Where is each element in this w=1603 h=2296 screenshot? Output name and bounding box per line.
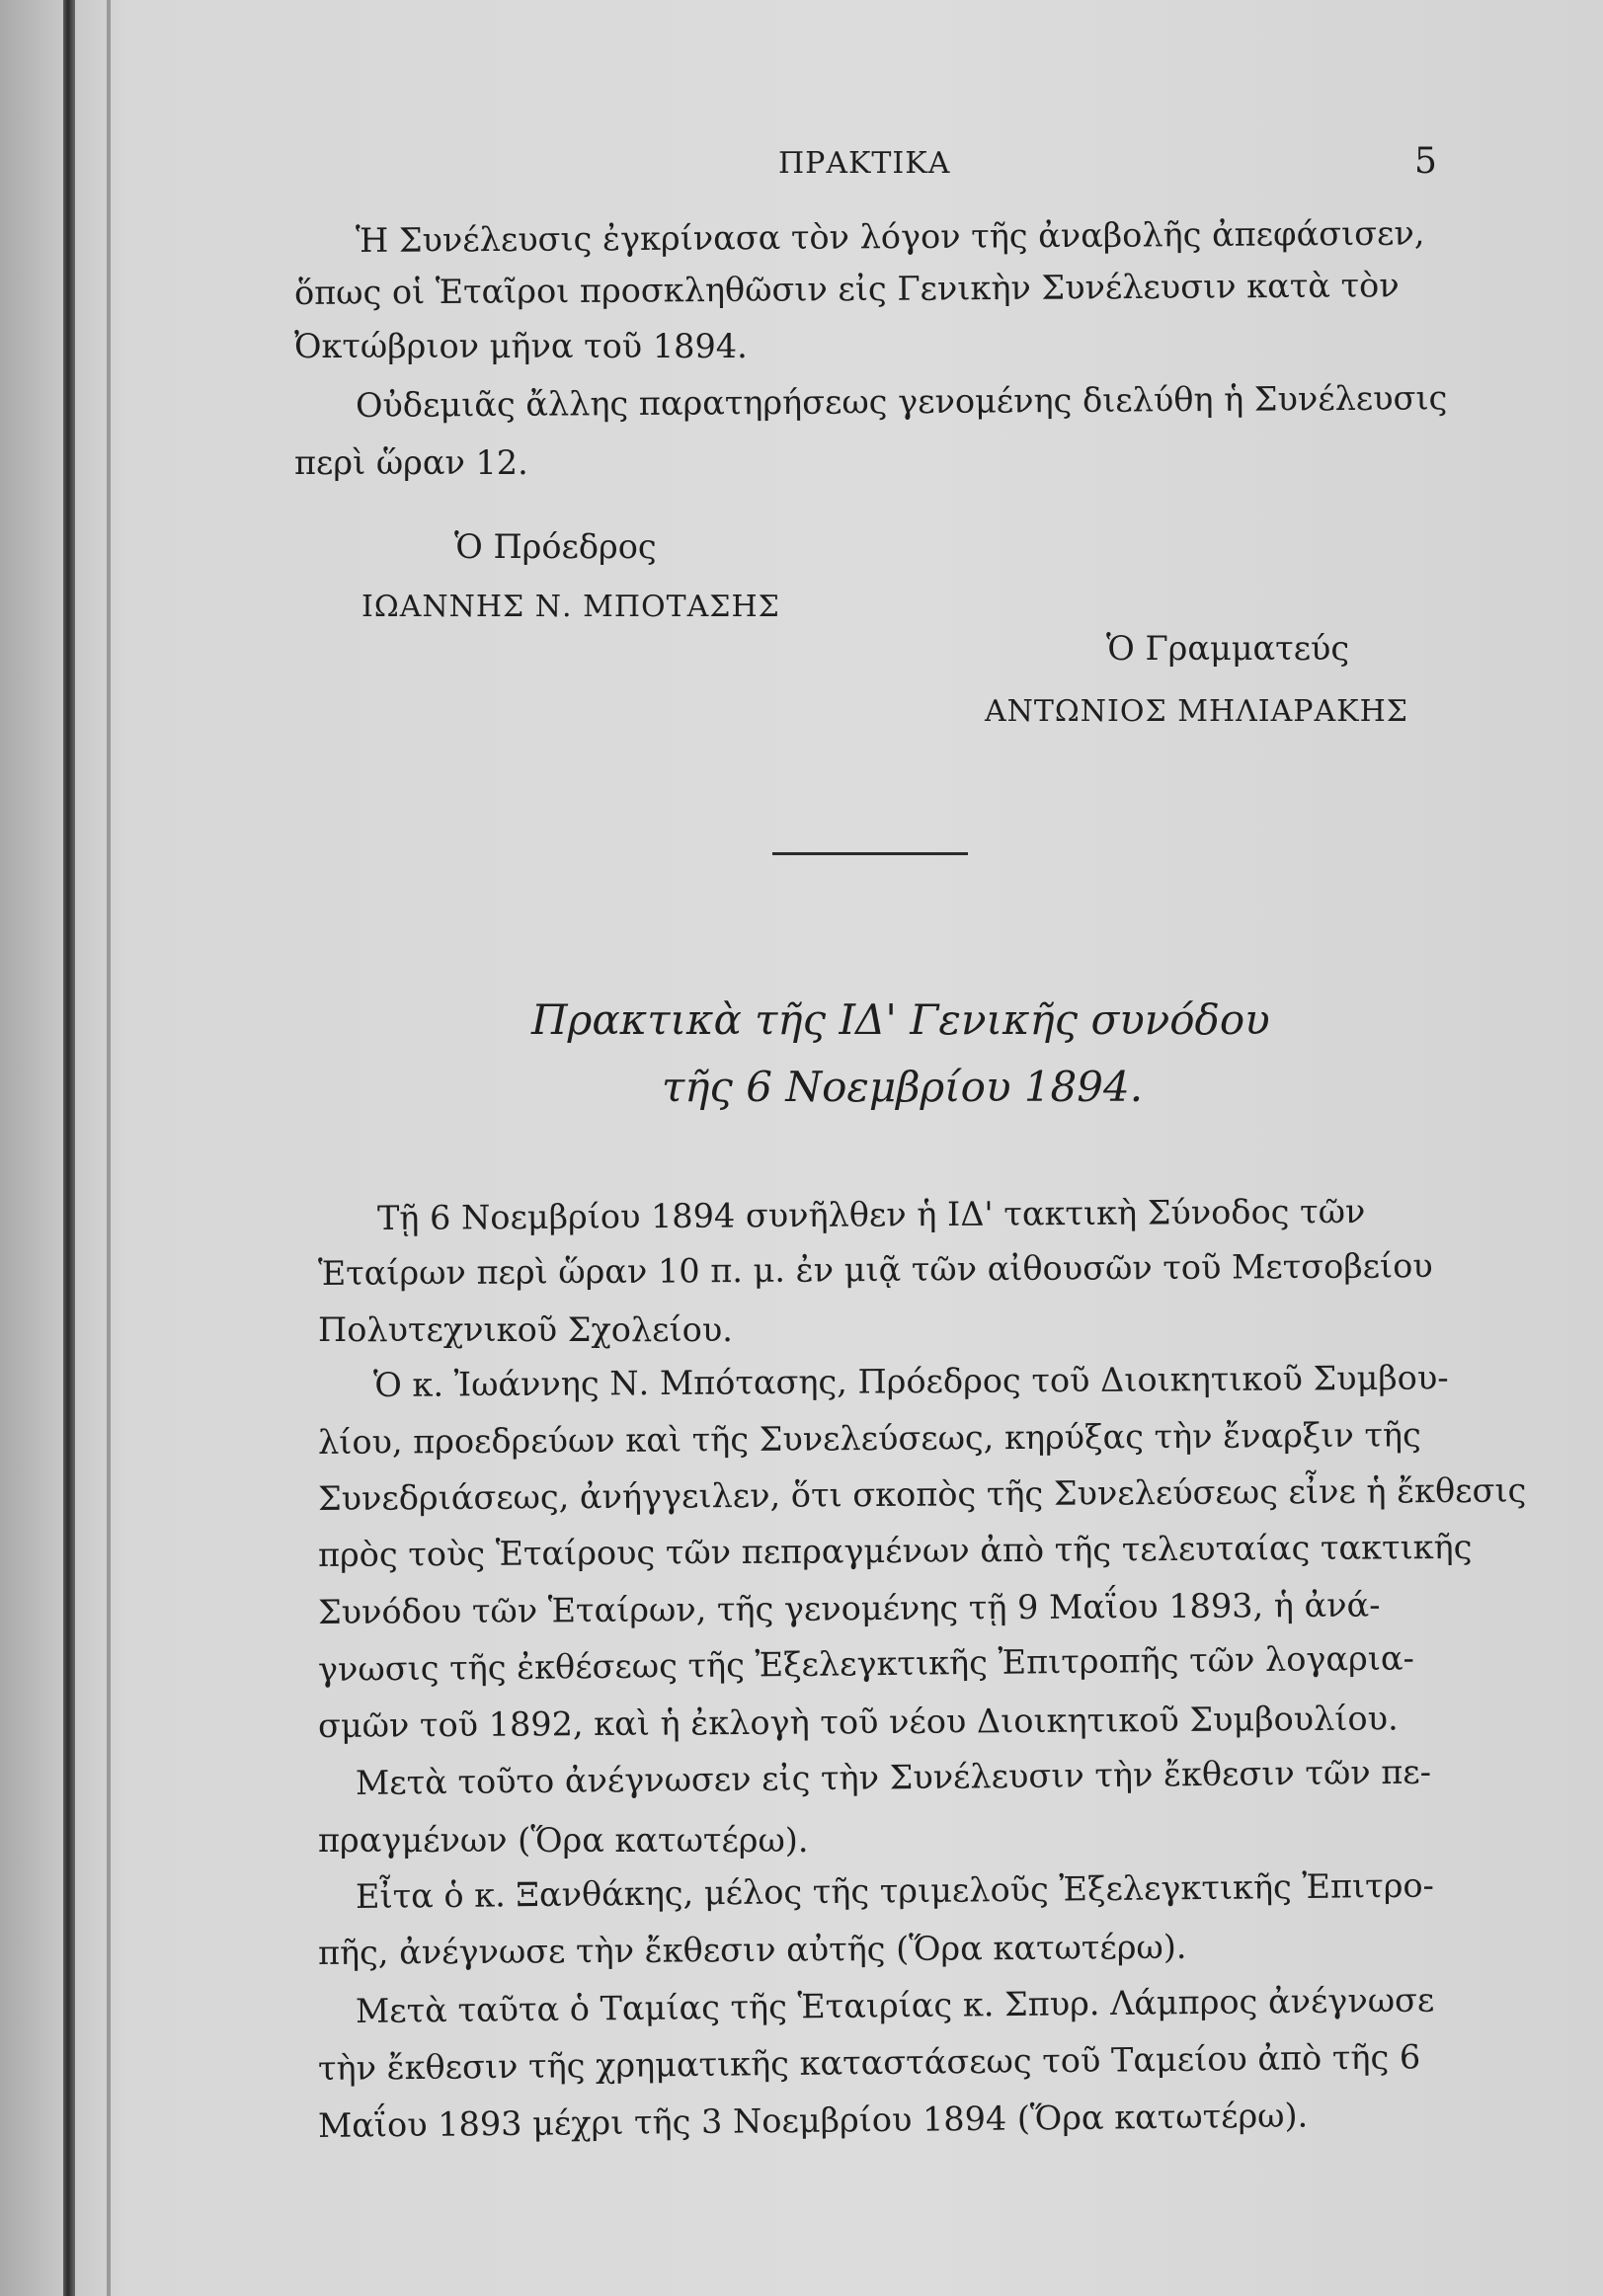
text-line: Μετὰ τοῦτο ἀνέγνωσεν εἰς τὴν Συνέλευσιν τὴν ἔκθεσιν τῶν πε- bbox=[355, 1752, 1432, 1802]
text-line: Εἶτα ὁ κ. Ξανθάκης, μέλος τῆς τριμελοῦς Ἐξελεγκτικῆς Ἐπιτρο- bbox=[355, 1865, 1435, 1916]
text-line: Οὐδεμιᾶς ἄλλης παρατηρήσεως γενομένης διελύθη ἡ Συνέλευσις bbox=[355, 378, 1448, 425]
secretary-title: Ὁ Γραμματεύς bbox=[1106, 629, 1350, 668]
text-line: Τῇ 6 Νοεμβρίου 1894 συνῆλθεν ἡ ΙΔ' τακτικὴ Σύνοδος τῶν bbox=[376, 1192, 1366, 1237]
text-line: Πολυτεχνικοῦ Σχολείου. bbox=[318, 1310, 733, 1349]
binding-shadow bbox=[63, 0, 75, 2296]
text-line: Ἑταίρων περὶ ὥραν 10 π. μ. ἐν μιᾷ τῶν αἰθουσῶν τοῦ Μετσοβείου bbox=[317, 1246, 1433, 1293]
text-line: γνωσις τῆς ἐκθέσεως τῆς Ἐξελεγκτικῆς Ἐπιτροπῆς τῶν λογαρια- bbox=[317, 1638, 1414, 1689]
text-line: Ἡ Συνέλευσις ἐγκρίνασα τὸν λόγον τῆς ἀναβολῆς ἀπεφάσισεν, bbox=[355, 213, 1425, 260]
text-line: Συνόδου τῶν Ἑταίρων, τῆς γενομένης τῇ 9 Μαΐου 1893, ἡ ἀνά- bbox=[317, 1585, 1381, 1631]
text-line: σμῶν τοῦ 1892, καὶ ἡ ἐκλογὴ τοῦ νέου Διοικητικοῦ Συμβουλίου. bbox=[317, 1699, 1399, 1745]
text-line: Συνεδριάσεως, ἀνήγγειλεν, ὅτι σκοπὸς τῆς Συνελεύσεως εἶνε ἡ ἔκθεσις bbox=[317, 1470, 1527, 1518]
section-heading-line1: Πρακτικὰ τῆς ΙΔ' Γενικῆς συνόδου bbox=[531, 995, 1270, 1044]
text-line: πρὸς τοὺς Ἑταίρους τῶν πεπραγμένων ἀπὸ τῆς τελευταίας τακτικῆς bbox=[317, 1527, 1473, 1574]
page-number: 5 bbox=[1414, 141, 1437, 182]
text-line: Μετὰ ταῦτα ὁ Ταμίας τῆς Ἑταιρίας κ. Σπυρ. Λάμπρος ἀνέγνωσε bbox=[355, 1980, 1435, 2030]
text-line: λίου, προεδρεύων καὶ τῆς Συνελεύσεως, κηρύξας τὴν ἔναρξιν τῆς bbox=[317, 1415, 1421, 1462]
text-line: περὶ ὥραν 12. bbox=[294, 443, 528, 482]
text-line: πῆς, ἀνέγνωσε τὴν ἔκθεσιν αὐτῆς (Ὅρα κατωτέρω). bbox=[317, 1927, 1187, 1972]
binding-edge bbox=[107, 0, 111, 2296]
text-line: πραγμένων (Ὅρα κατωτέρω). bbox=[318, 1821, 809, 1860]
section-heading-line2: τῆς 6 Νοεμβρίου 1894. bbox=[662, 1063, 1144, 1111]
president-name: ΙΩΑΝΝΗΣ Ν. ΜΠΟΤΑΣΗΣ bbox=[361, 590, 780, 624]
text-line: τὴν ἔκθεσιν τῆς χρηματικῆς καταστάσεως τοῦ Ταμείου ἀπὸ τῆς 6 bbox=[317, 2037, 1421, 2088]
secretary-name: ΑΝΤΩΝΙΟΣ ΜΗΛΙΑΡΑΚΗΣ bbox=[985, 694, 1408, 729]
text-line: ὅπως οἱ Ἑταῖροι προσκληθῶσιν εἰς Γενικὴν Συνέλευσιν κατὰ τὸν bbox=[293, 266, 1400, 312]
text-line: Ὁ κ. Ἰωάννης Ν. Μπότασης, Πρόεδρος τοῦ Διοικητικοῦ Συμβου- bbox=[372, 1358, 1449, 1404]
section-divider bbox=[772, 852, 968, 855]
president-title: Ὁ Πρόεδρος bbox=[454, 527, 657, 566]
text-line: Μαΐου 1893 μέχρι τῆς 3 Νοεμβρίου 1894 (Ὅρα κατωτέρω). bbox=[317, 2096, 1309, 2145]
running-title: ΠΡΑΚΤΙΚΑ bbox=[778, 146, 951, 181]
text-line: Ὀκτώβριον μῆνα τοῦ 1894. bbox=[294, 327, 748, 365]
